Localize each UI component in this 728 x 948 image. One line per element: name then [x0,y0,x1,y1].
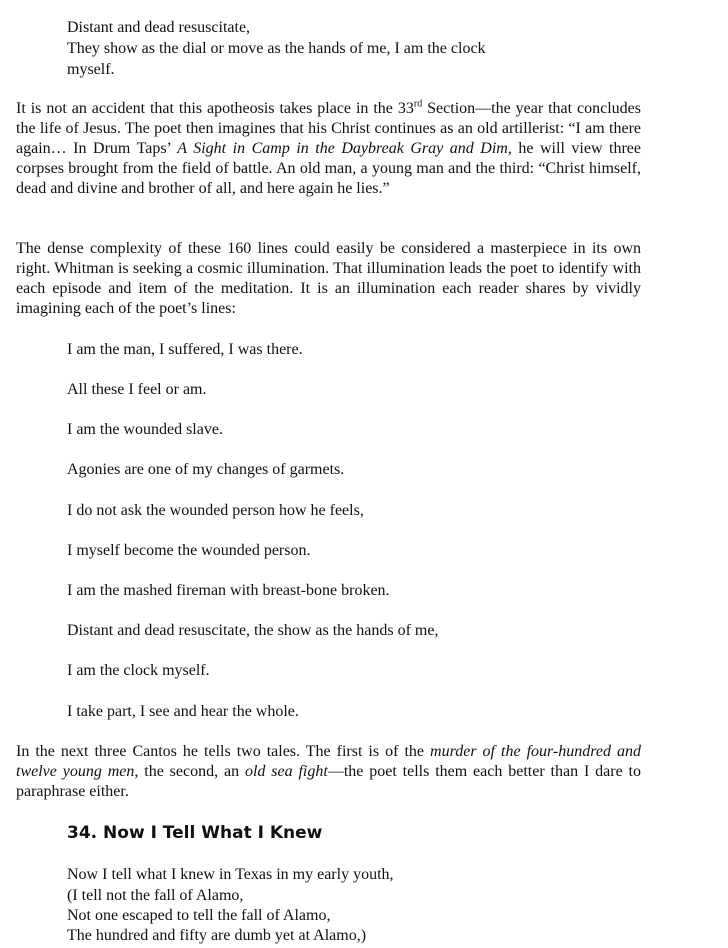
quote-line: I am the mashed fireman with breast-bone broken. [67,582,390,599]
paragraph-text: —the poet tells them each better than I dare to paraphrase either. [16,763,642,800]
verse-line: Now I tell what I knew in Texas in my early youth, [67,866,394,883]
section-heading: 34. Now I Tell What I Knew [67,823,323,843]
tale-title-italic: murder of the four-hundred and twelve young men, [16,743,642,780]
tale-title-italic: old sea fight [244,763,328,780]
paragraph-text: In the next three Cantos he tells two tales. The first is of the [16,743,431,760]
verse-line: Distant and dead resuscitate, [67,19,251,36]
verse-line: myself. [67,61,115,78]
verse-line: They show as the dial or move as the hands of me, I am the clock [67,40,486,57]
quote-line: I am the man, I suffered, I was there. [67,341,303,358]
verse-line: The hundred and fifty are dumb yet at Alamo,) [67,927,367,944]
quote-line: Distant and dead resuscitate, the show as the hands of me, [67,622,439,639]
paragraph-cantos [16,742,641,802]
quote-line: I am the wounded slave. [67,421,223,438]
paragraph-apotheosis [16,99,641,199]
quote-line: I myself become the wounded person. [67,542,311,559]
paragraph-complexity: The dense complexity of these 160 lines could easily be considered a masterpiece in its own right. Whitman is seeking a cosmic illumination. That illumination leads the poet to identify with each episode and item of the meditation. It is an illumination each reader shares by vividly imagining each of the poet’s lines: [16,240,641,317]
paragraph-text: It is not an accident that this apotheosis takes place in the 33 [16,100,414,117]
quote-line: Agonies are one of my changes of garmets. [67,461,345,478]
quote-line: I do not ask the wounded person how he feels, [67,502,364,519]
paragraph-text: the second, an [138,763,245,780]
verse-line: (I tell not the fall of Alamo, [67,887,244,904]
paragraph-text: Section—the year that concludes the life of Jesus. The poet then imagines that his Christ continues as an old artillerist: “I am there again… In Drum Taps’ [16,100,642,157]
poem-title-italic: A Sight in Camp in the Daybreak Gray and Dim, [177,140,512,157]
quote-line: All these I feel or am. [67,381,207,398]
quote-line: I take part, I see and hear the whole. [67,703,299,720]
quote-line: I am the clock myself. [67,662,210,679]
superscript-ordinal: rd [413,98,423,110]
paragraph-text: he will view three corpses brought from the field of battle. An old man, a young man and the third: “Christ himself, dead and divine and brother of all, and here again he lies.” [16,140,642,197]
verse-line: Not one escaped to tell the fall of Alamo, [67,907,331,924]
